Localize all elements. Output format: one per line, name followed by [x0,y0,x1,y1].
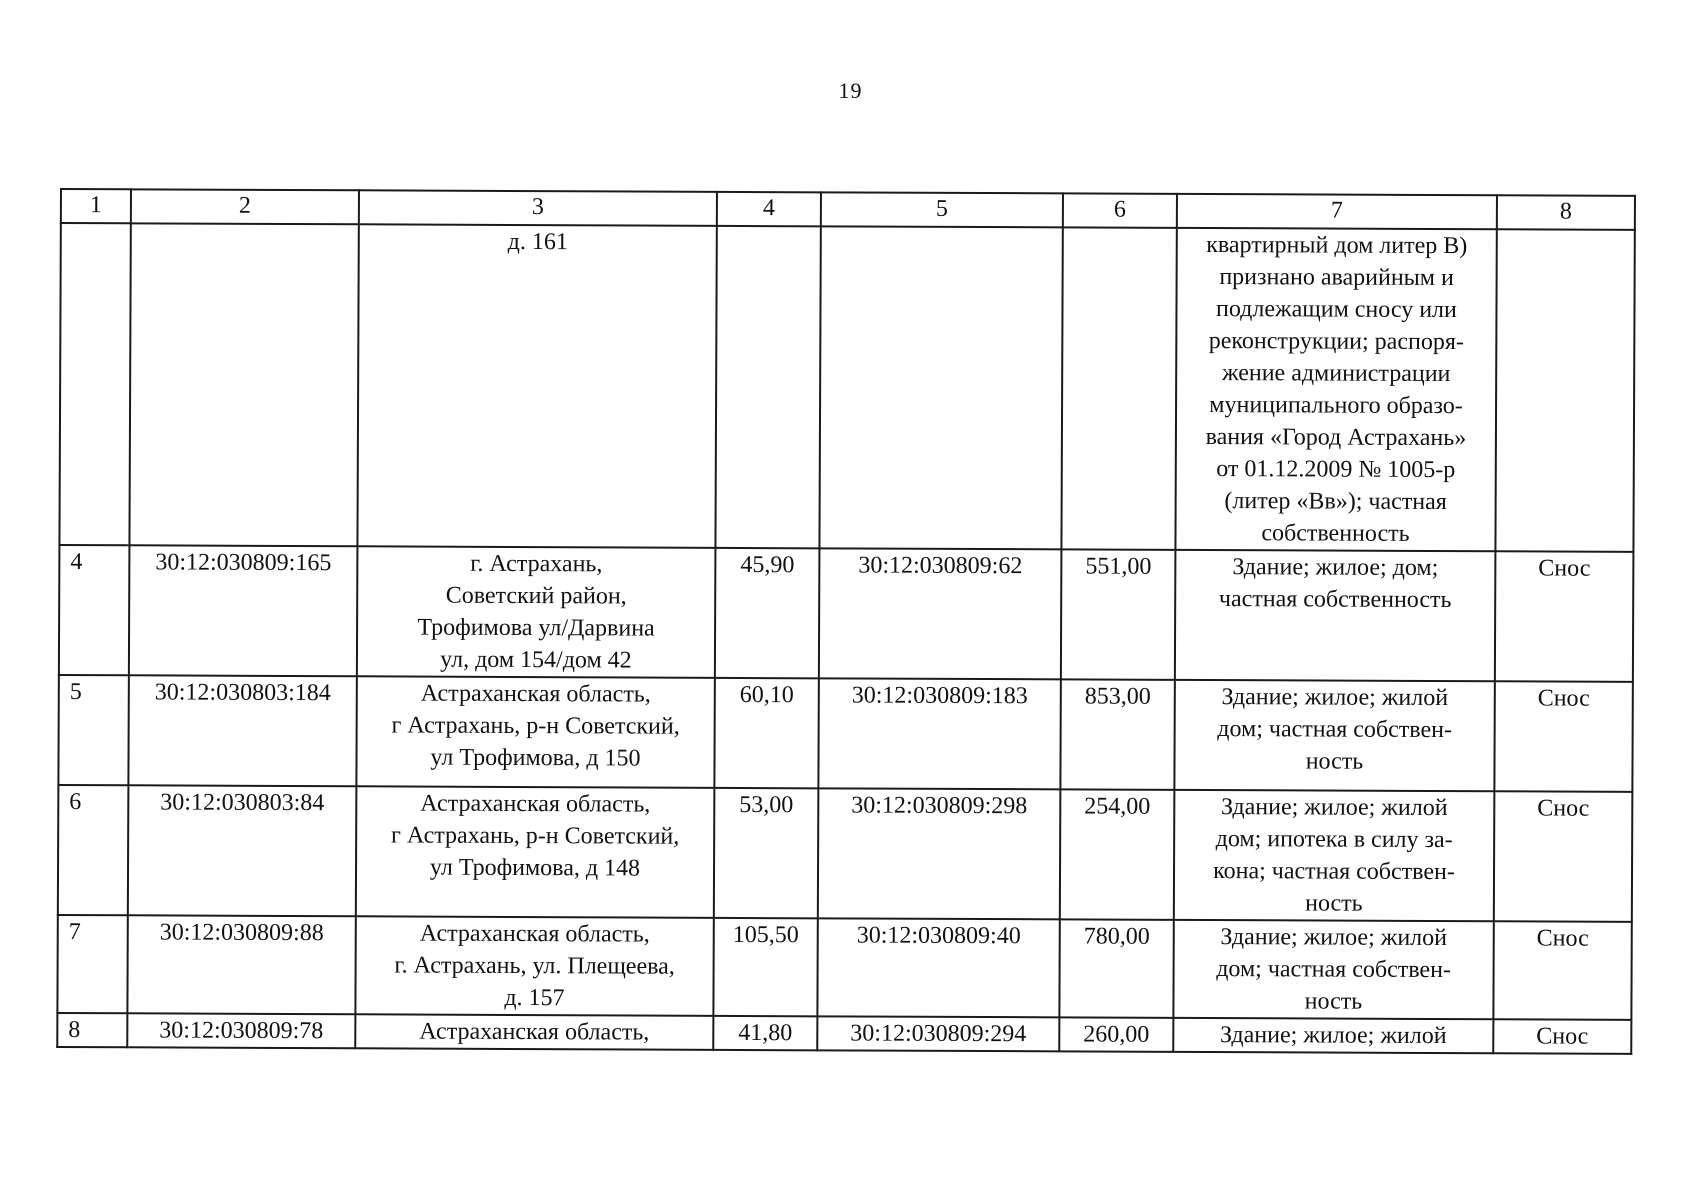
land-area-cell: 254,00 [1060,789,1175,919]
area-cell: 45,90 [715,548,820,678]
cadastral-number-cell: 30:12:030803:184 [128,675,356,786]
description-cell: Здание; жилое; жилой дом; ипотека в силу за- кона; частная собствен- ность [1174,790,1495,921]
table-row [59,545,1634,682]
area-cell: 41,80 [713,1016,817,1050]
page-number: 19 [838,78,863,103]
description-cell: Здание; жилое; жилой дом; частная собствен- ность [1173,920,1493,1019]
description-cell: Здание; жилое; жилой [1173,1018,1493,1053]
cadastral-number-cell [129,223,358,546]
action-cell: Снос [1493,921,1631,1020]
description-cell: Здание; жилое; жилой дом; частная собствен- ность [1174,680,1494,791]
address-cell: Астраханская область, г Астрахань, р-н Советский, ул Трофимова, д 150 [356,676,714,788]
row-number-cell: 4 [59,545,130,675]
column-header: 3 [359,190,717,226]
cadastral-number-cell: 30:12:030809:88 [127,915,355,1014]
table-row [57,1013,1631,1054]
land-cadastral-number-cell: 30:12:030809:62 [819,548,1062,679]
land-area-cell: 260,00 [1059,1017,1173,1051]
land-cadastral-number-cell [819,226,1062,549]
action-cell: Снос [1494,681,1632,792]
property-table [56,188,1636,1055]
address-cell: Астраханская область, [355,1014,713,1050]
row-number-cell: 7 [57,915,127,1013]
area-cell [715,226,820,548]
description-cell: квартирный дом литер В) признано аварийным и подлежащим сносу или реконструкции; распоря- жение администрации муниципального образо- вания «Город Астрахань» от 01.12.2009 № 1005-р (литер «Вв»); частная собственность [1175,228,1496,551]
land-cadastral-number-cell: 30:12:030809:183 [818,678,1060,789]
column-header: 8 [1497,195,1635,230]
land-area-cell: 853,00 [1060,679,1174,789]
action-cell [1495,229,1634,552]
area-cell: 53,00 [714,788,819,918]
address-cell: г. Астрахань, Советский район, Трофимова ул/Дарвина ул, дом 154/дом 42 [357,546,716,678]
column-header: 6 [1063,193,1177,227]
area-cell: 60,10 [714,678,818,788]
land-cadastral-number-cell: 30:12:030809:40 [817,918,1059,1017]
cadastral-number-cell: 30:12:030809:165 [129,545,358,676]
address-cell: Астраханская область, г. Астрахань, ул. Плещеева, д. 157 [355,916,713,1016]
land-area-cell: 780,00 [1059,919,1173,1017]
row-number-cell [59,223,130,545]
action-cell: Снос [1493,1019,1631,1054]
table-row [58,675,1632,792]
cadastral-number-cell: 30:12:030809:78 [127,1013,355,1048]
land-cadastral-number-cell: 30:12:030809:294 [817,1016,1059,1051]
cadastral-number-cell: 30:12:030803:84 [128,785,357,916]
column-header: 2 [131,189,359,224]
column-header: 5 [821,192,1063,227]
address-cell: Астраханская область, г Астрахань, р-н Советский, ул Трофимова, д 148 [356,786,715,918]
land-area-cell [1061,227,1176,549]
row-number-cell: 6 [58,785,129,915]
table-row [57,915,1631,1020]
table-row [58,785,1633,922]
column-header: 1 [61,189,131,223]
table-row [59,223,1634,552]
column-header: 4 [717,192,821,226]
address-cell: д. 161 [357,224,716,548]
action-cell: Снос [1495,551,1634,682]
land-cadastral-number-cell: 30:12:030809:298 [818,788,1061,919]
row-number-cell: 5 [58,675,128,785]
land-area-cell: 551,00 [1061,549,1176,679]
action-cell: Снос [1494,791,1633,922]
row-number-cell: 8 [57,1013,127,1047]
description-cell: Здание; жилое; дом; частная собственность [1175,550,1496,681]
column-header: 7 [1177,194,1497,229]
area-cell: 105,50 [713,918,817,1016]
